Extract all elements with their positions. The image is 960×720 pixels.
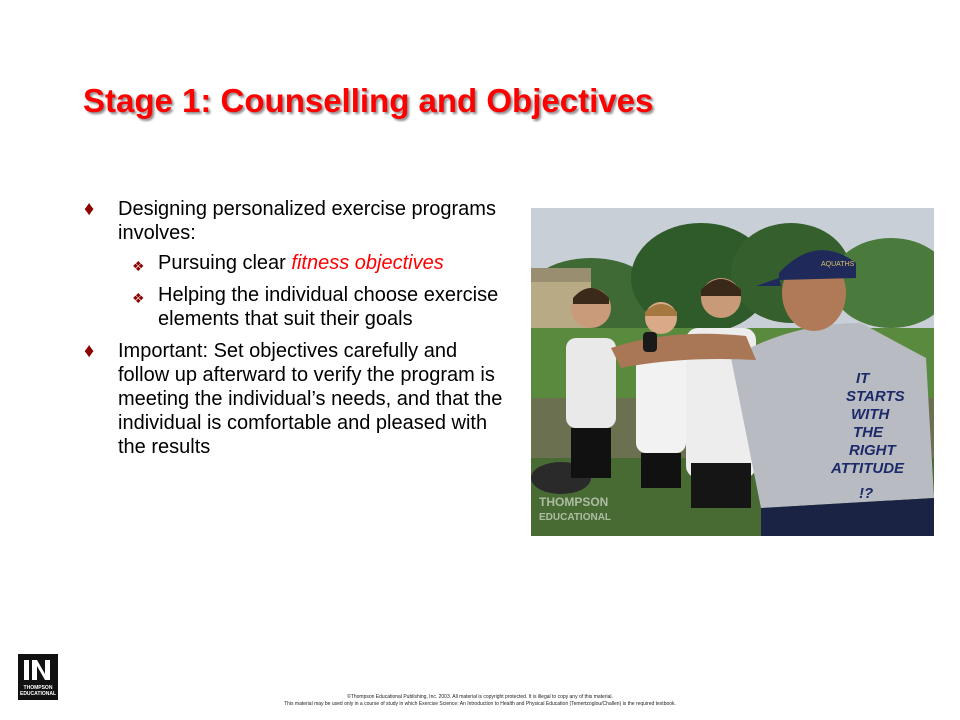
sub-bullet-item: [78, 283, 505, 331]
cap-text: AQUATHS: [821, 261, 855, 268]
fitness-objectives-highlight: fitness objectives: [291, 252, 444, 274]
thompson-logo: [18, 654, 58, 700]
bullet-text: Important: Set objectives carefully and follow up afterward to verify the program is meeting the individual’s needs, and that the individual is comfortable and pleased with the results: [118, 340, 503, 458]
shirt-text-line: IT: [856, 370, 870, 387]
sub-bullet-icon: ❖: [132, 290, 145, 306]
sub-bullet-icon: ❖: [132, 258, 145, 274]
bullet-text: Designing personalized exercise programs involves:: [118, 198, 496, 244]
footer-line: This material may be used only in a course of study in which Exercise Science: An Introduction to Health and Physical Education (Temertzoglou/Challen) is the required textbook.: [284, 701, 676, 707]
copyright-footer: [150, 694, 810, 708]
shirt-text-line: WITH: [851, 406, 890, 423]
photo-watermark: EDUCATIONAL: [539, 512, 612, 523]
shirt-text-line: STARTS: [846, 388, 905, 405]
bullet-list: [80, 197, 505, 463]
diamond-bullet-icon: ♦: [84, 198, 95, 220]
shirt-text-line: THE: [853, 424, 883, 441]
footer-line: ©Thompson Educational Publishing, Inc. 2003. All material is copyright protected. It is illegal to copy any of this material.: [347, 694, 613, 700]
logo-text: THOMPSON EDUCATIONAL: [19, 685, 56, 697]
sub-bullet-item: [78, 251, 505, 275]
diamond-bullet-icon: ♦: [84, 340, 95, 362]
logo-mark-icon: [18, 654, 58, 686]
photo-watermark: THOMPSON: [539, 495, 609, 509]
shirt-text-line: !?: [859, 485, 874, 502]
shirt-text-line: ATTITUDE: [831, 460, 905, 477]
bullet-item: [80, 339, 505, 459]
sub-bullet-text: Pursuing clear: [158, 252, 292, 274]
coach-photo: [531, 208, 934, 536]
shirt-text-line: RIGHT: [849, 442, 896, 459]
slide-title: Stage 1: Counselling and Objectives: [83, 82, 654, 119]
bullet-item: [80, 197, 505, 245]
sub-bullet-text: Helping the individual choose exercise elements that suit their goals: [158, 284, 499, 330]
